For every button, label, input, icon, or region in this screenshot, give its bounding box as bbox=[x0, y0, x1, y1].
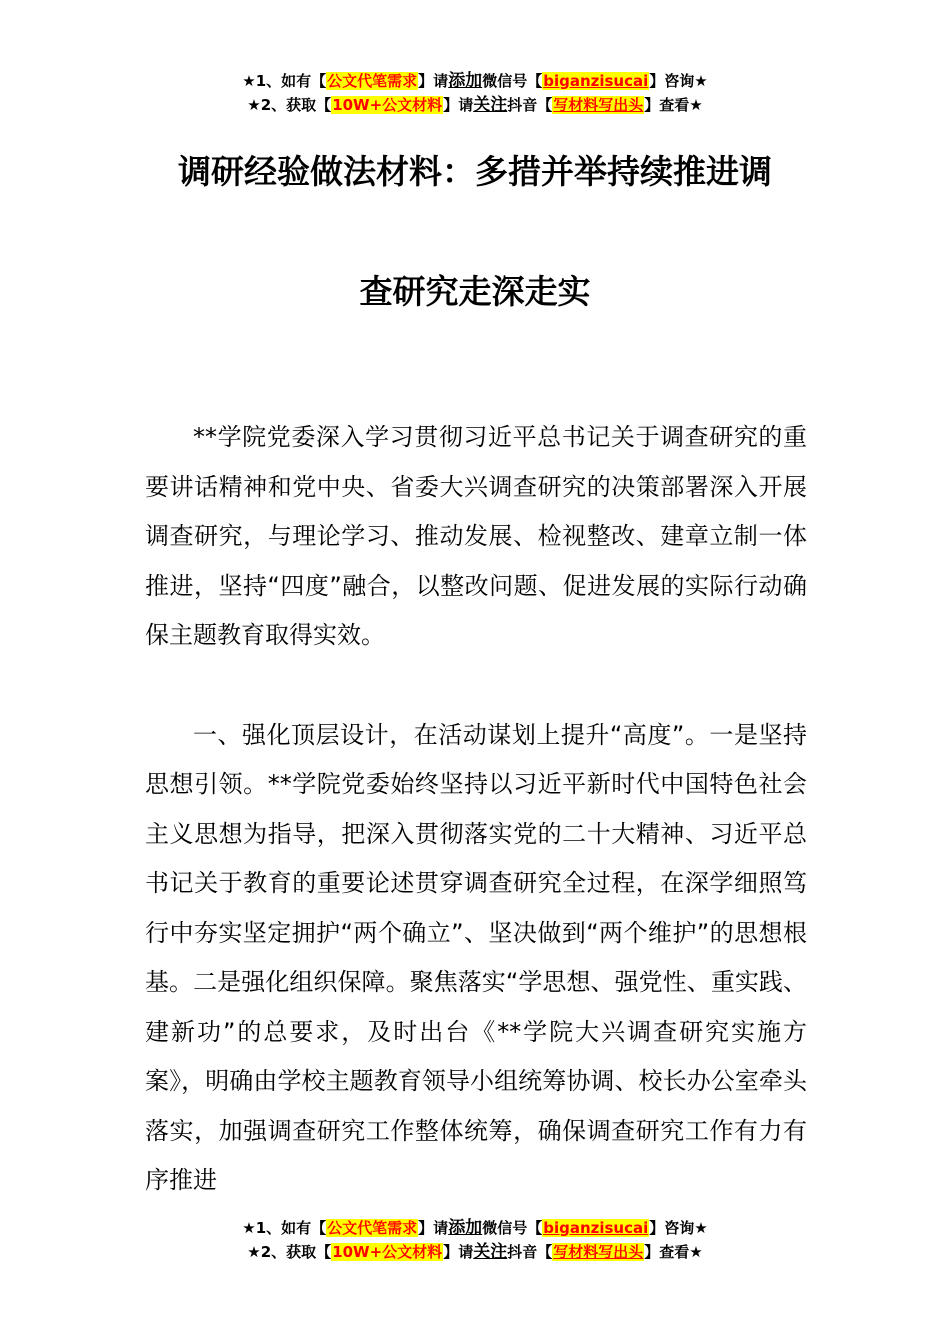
promo-text: ★2、获取【 bbox=[247, 1243, 332, 1261]
promo-text: ★2、获取【 bbox=[247, 96, 332, 114]
promo-text: 微信号【 bbox=[482, 1219, 543, 1237]
document-title-line-1: 调研经验做法材料：多措并举持续推进调 bbox=[178, 152, 772, 191]
document-title-line-2: 查研究走深走实 bbox=[359, 272, 591, 311]
body-paragraph: 一、强化顶层设计，在活动谋划上提升“高度”。一是坚持思想引领。**学院党委始终坚持以习近平新时代中国特色社会主义思想为指导，把深入贯彻落实党的二十大精神、习近平总书记关于教育的重要论述贯穿调查研究全过程，在深学细照笃行中夯实坚定拥护“两个确立”、坚决做到“两个维护”的思想根基。二是强化组织保障。聚焦落实“学思想、强党性、重实践、建新功”的总要求，及时出台《**学院大兴调查研究实施方案》，明确由学校主题教育领导小组统筹协调、校长办公室牵头落实，加强调查研究工作整体统筹，确保调查研究工作有力有序推进 bbox=[145, 720, 807, 1194]
promo-text: 抖音【 bbox=[507, 96, 553, 114]
top-promo-banner bbox=[0, 69, 950, 117]
promo-line-2 bbox=[0, 1240, 950, 1264]
promo-line-2 bbox=[0, 93, 950, 117]
promo-douyin-id: 写材料写出头 bbox=[553, 1243, 644, 1261]
promo-highlight: 10W+公文材料 bbox=[332, 96, 443, 114]
promo-emphasis: 添加 bbox=[448, 71, 483, 91]
promo-text: 微信号【 bbox=[482, 72, 543, 90]
promo-text: ★1、如有【 bbox=[242, 72, 327, 90]
promo-text: ★1、如有【 bbox=[242, 1219, 327, 1237]
promo-text: 】咨询★ bbox=[649, 1219, 708, 1237]
promo-text: 】请 bbox=[418, 72, 449, 90]
promo-text: 】咨询★ bbox=[649, 72, 708, 90]
bottom-promo-banner bbox=[0, 1216, 950, 1264]
promo-highlight: 10W+公文材料 bbox=[332, 1243, 443, 1261]
promo-line-1 bbox=[0, 69, 950, 93]
promo-wechat-id: biganzisucai bbox=[543, 1219, 649, 1237]
promo-text: 】查看★ bbox=[644, 1243, 703, 1261]
paragraph-spacer bbox=[145, 661, 807, 711]
promo-text: 】请 bbox=[443, 1243, 474, 1261]
promo-line-1 bbox=[0, 1216, 950, 1240]
promo-emphasis: 关注 bbox=[473, 95, 508, 115]
promo-text: 】查看★ bbox=[644, 96, 703, 114]
document-body bbox=[145, 413, 807, 1206]
body-paragraph: **学院党委深入学习贯彻习近平总书记关于调查研究的重要讲话精神和党中央、省委大兴调查研究的决策部署深入开展调查研究，与理论学习、推动发展、检视整改、建章立制一体推进，坚持“四度”融合，以整改问题、促进发展的实际行动确保主题教育取得实效。 bbox=[145, 423, 807, 649]
promo-highlight: 公文代笔需求 bbox=[327, 72, 418, 90]
promo-text: 抖音【 bbox=[507, 1243, 553, 1261]
promo-text: 】请 bbox=[443, 96, 474, 114]
promo-emphasis: 添加 bbox=[448, 1218, 483, 1238]
promo-douyin-id: 写材料写出头 bbox=[553, 96, 644, 114]
promo-wechat-id: biganzisucai bbox=[543, 72, 649, 90]
promo-text: 】请 bbox=[418, 1219, 449, 1237]
promo-emphasis: 关注 bbox=[473, 1242, 508, 1262]
promo-highlight: 公文代笔需求 bbox=[327, 1219, 418, 1237]
